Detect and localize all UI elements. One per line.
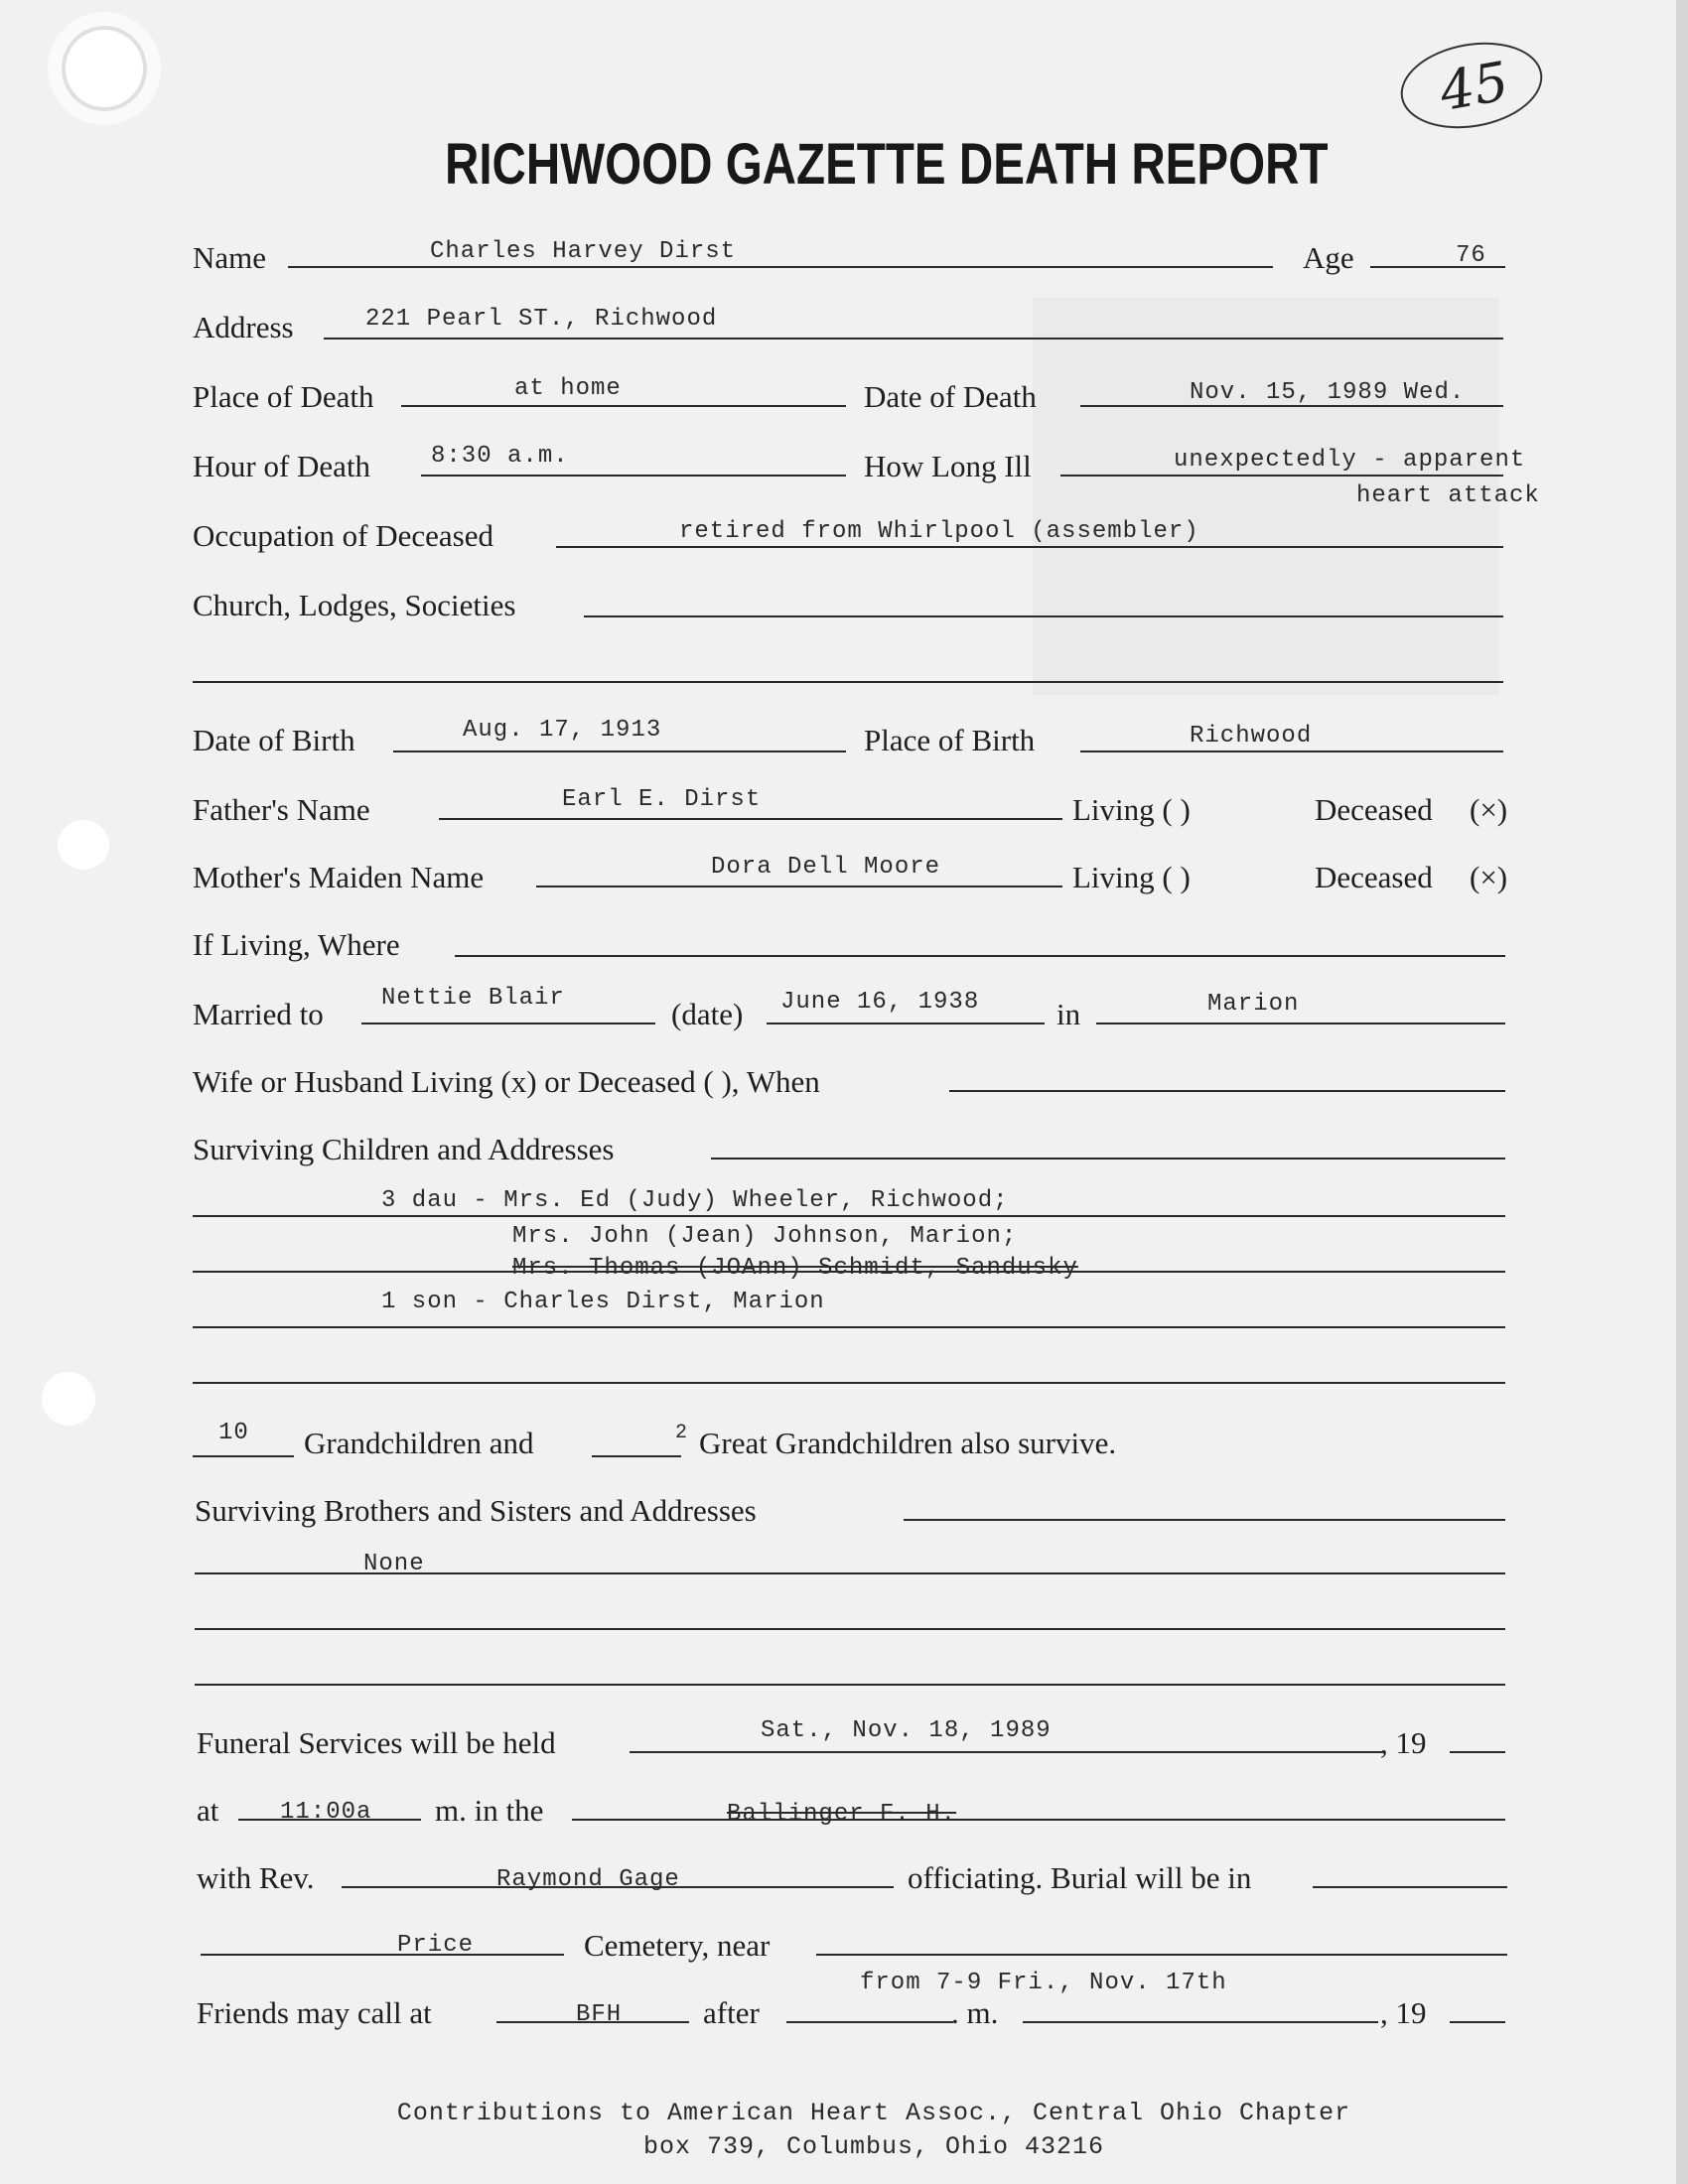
brothers-sisters-line-2 [195, 1628, 1505, 1630]
brothers-sisters-value: None [363, 1551, 425, 1577]
cemetery-near-line [816, 1954, 1507, 1956]
how-long-ill-value-1: unexpectedly - apparent [1174, 447, 1526, 474]
place-of-birth-line [1080, 751, 1503, 752]
mother-living-option: Living ( ) [1072, 860, 1191, 894]
date-of-birth-label: Date of Birth [193, 723, 355, 757]
funeral-time-value: 11:00a [280, 1799, 372, 1826]
child-entry: Mrs. John (Jean) Johnson, Marion; [512, 1223, 1018, 1250]
address-line [324, 338, 1503, 340]
friends-after-value: from 7-9 Fri., Nov. 17th [860, 1970, 1227, 1996]
married-in-label: in [1056, 997, 1081, 1031]
children-line-4 [193, 1382, 1505, 1384]
mothers-maiden-name-label: Mother's Maiden Name [193, 860, 485, 894]
date-of-death-value: Nov. 15, 1989 Wed. [1190, 379, 1466, 406]
form-title: RICHWOOD GAZETTE DEATH REPORT [445, 132, 1329, 197]
friends-call-label: Friends may call at [197, 1995, 432, 2030]
child-entry: 1 son - Charles Dirst, Marion [381, 1289, 825, 1315]
married-date-line [767, 1023, 1045, 1024]
place-of-birth-value: Richwood [1190, 723, 1313, 750]
punch-hole-middle [58, 820, 109, 870]
grandchildren-label: Grandchildren and [304, 1426, 534, 1460]
rev-value: Raymond Gage [496, 1866, 680, 1893]
spouse-when-line [949, 1090, 1505, 1092]
how-long-ill-line [1060, 475, 1503, 477]
married-in-line [1096, 1023, 1505, 1024]
mothers-maiden-name-value: Dora Dell Moore [711, 854, 941, 881]
occupation-value: retired from Whirlpool (assembler) [679, 518, 1199, 545]
children-line-3 [193, 1326, 1505, 1328]
mother-deceased-mark: (×) [1470, 860, 1508, 894]
great-grandchildren-value: 2 [675, 1422, 689, 1444]
age-value: 76 [1456, 242, 1486, 269]
officiating-label: officiating. Burial will be in [908, 1860, 1252, 1895]
occupation-label: Occupation of Deceased [193, 518, 493, 553]
friends-year-line [1450, 2021, 1505, 2023]
date-of-birth-value: Aug. 17, 1913 [463, 717, 662, 744]
surviving-children-line [711, 1158, 1505, 1160]
surviving-children-label: Surviving Children and Addresses [193, 1132, 615, 1166]
married-to-value: Nettie Blair [381, 985, 565, 1012]
funeral-m-in-the-label: m. in the [435, 1793, 544, 1828]
friends-after-line [786, 2021, 953, 2023]
page-edge [1676, 0, 1688, 2184]
age-label: Age [1303, 240, 1354, 275]
place-of-death-line [401, 405, 846, 407]
place-of-death-value: at home [514, 375, 622, 402]
mothers-maiden-name-line [536, 886, 1062, 887]
friends-date-line [1023, 2021, 1378, 2023]
church-line [584, 615, 1503, 617]
father-deceased-mark: (×) [1470, 792, 1508, 827]
hour-of-death-label: Hour of Death [193, 449, 371, 483]
friends-m-label: . m. [951, 1995, 999, 2030]
married-in-value: Marion [1207, 991, 1300, 1018]
great-grandchildren-line [592, 1455, 681, 1457]
cemetery-near-label: Cemetery, near [584, 1928, 771, 1963]
fathers-name-label: Father's Name [193, 792, 370, 827]
hour-of-death-value: 8:30 a.m. [431, 443, 569, 470]
funeral-place-line [572, 1819, 1505, 1821]
funeral-place-value: Ballinger F. H. [727, 1801, 957, 1828]
funeral-date-line [630, 1751, 1382, 1753]
burial-line [1313, 1886, 1507, 1888]
married-to-label: Married to [193, 997, 324, 1031]
father-deceased-option: Deceased [1315, 792, 1433, 827]
funeral-date-value: Sat., Nov. 18, 1989 [761, 1717, 1052, 1744]
church-label: Church, Lodges, Societies [193, 588, 516, 622]
great-grandchildren-label: Great Grandchildren also survive. [699, 1426, 1117, 1460]
cemetery-line [201, 1954, 564, 1956]
address-label: Address [193, 310, 294, 344]
name-value: Charles Harvey Dirst [430, 238, 737, 265]
contributions-line-1: Contributions to American Heart Assoc., Central Ohio Chapter [396, 2099, 1351, 2127]
page-number-circle [1394, 32, 1549, 139]
brothers-sisters-line [904, 1519, 1505, 1521]
married-to-line [361, 1023, 655, 1024]
funeral-at-label: at [197, 1793, 219, 1828]
friends-after-label: after [703, 1995, 760, 2030]
married-date-label: (date) [671, 997, 744, 1031]
hour-of-death-line [421, 475, 846, 477]
friends-year-prefix: , 19 [1380, 1995, 1427, 2030]
brothers-sisters-label: Surviving Brothers and Sisters and Addresses [195, 1493, 757, 1528]
date-of-death-label: Date of Death [864, 379, 1037, 414]
funeral-year-prefix: , 19 [1380, 1725, 1427, 1760]
rev-label: with Rev. [197, 1860, 315, 1895]
if-living-where-label: If Living, Where [193, 927, 400, 962]
funeral-services-label: Funeral Services will be held [197, 1725, 556, 1760]
friends-call-value: BFH [576, 2001, 623, 2028]
punch-hole-bottom [42, 1372, 95, 1426]
spouse-status-label: Wife or Husband Living (x) or Deceased ( ), When [193, 1064, 820, 1099]
page-number: 45 [1435, 50, 1513, 124]
name-line [288, 266, 1273, 268]
place-of-death-label: Place of Death [193, 379, 374, 414]
child-entry: Mrs. Thomas (JOAnn) Schmidt, Sandusky [512, 1255, 1078, 1282]
brothers-sisters-line-3 [195, 1684, 1505, 1686]
date-of-birth-line [393, 751, 846, 752]
punch-hole-top [62, 26, 147, 111]
address-value: 221 Pearl ST., Richwood [365, 306, 718, 333]
name-label: Name [193, 240, 267, 275]
how-long-ill-label: How Long Ill [864, 449, 1032, 483]
fathers-name-value: Earl E. Dirst [562, 786, 762, 813]
married-date-value: June 16, 1938 [780, 989, 980, 1016]
grandchildren-value: 10 [218, 1420, 249, 1446]
contributions-line-2: box 739, Columbus, Ohio 43216 [642, 2132, 1105, 2161]
cemetery-value: Price [397, 1932, 475, 1959]
fathers-name-line [439, 818, 1062, 820]
church-line-2 [193, 681, 1503, 683]
mother-deceased-option: Deceased [1315, 860, 1433, 894]
place-of-birth-label: Place of Birth [864, 723, 1036, 757]
contributions-note [377, 2097, 1370, 2164]
children-line-1 [193, 1215, 1505, 1217]
if-living-where-line [455, 955, 1505, 957]
occupation-line [556, 546, 1503, 548]
funeral-year-line [1450, 1751, 1505, 1753]
how-long-ill-value-2: heart attack [1356, 482, 1540, 509]
grandchildren-line [193, 1455, 294, 1457]
father-living-option: Living ( ) [1072, 792, 1191, 827]
child-entry: 3 dau - Mrs. Ed (Judy) Wheeler, Richwood; [381, 1187, 1009, 1214]
